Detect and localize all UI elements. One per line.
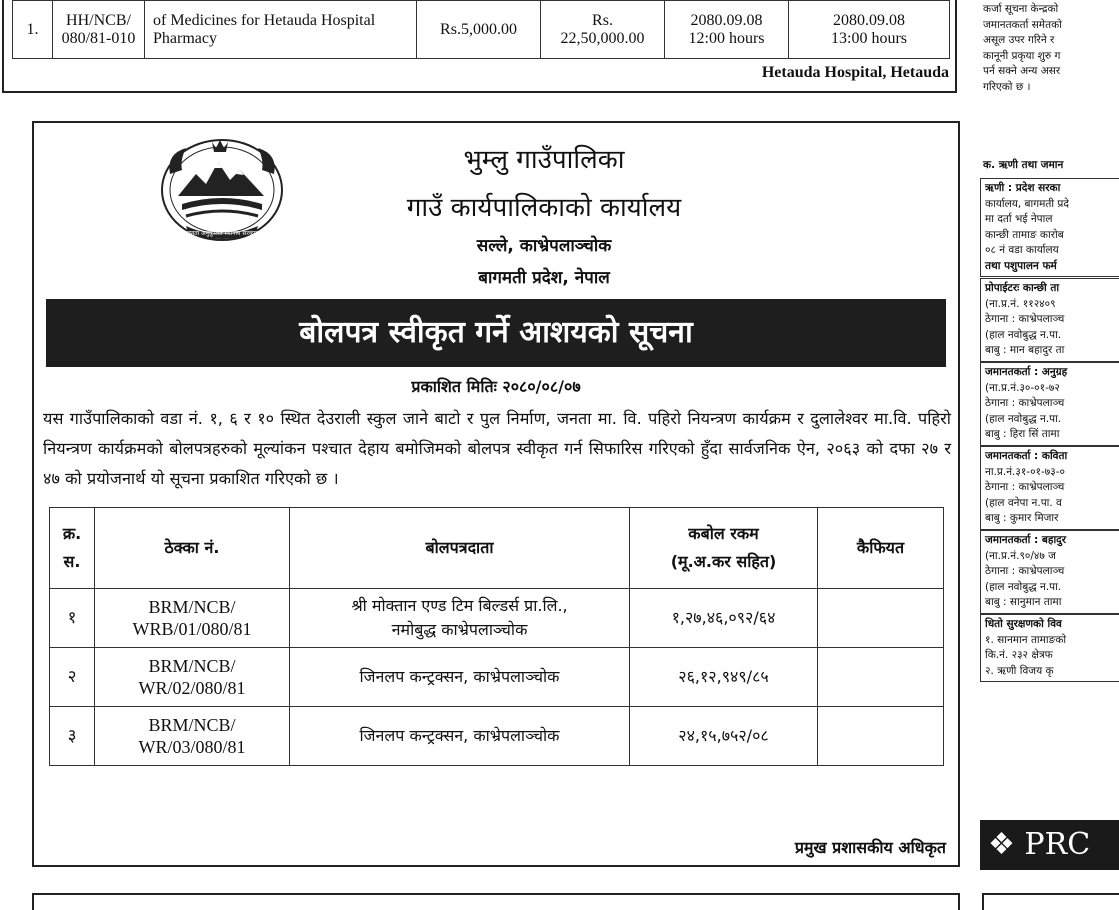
signatory-title: प्रमुख प्रशासकीय अधिकृत [794,838,946,857]
text-line: कानूनी प्रकृया शुरु ग [983,49,1061,62]
text-line: (हाल वनेपा न.पा. व [985,496,1062,509]
office-name: गाउँ कार्यपालिकाको कार्यालय [406,193,682,223]
contract-line: BRM/NCB/ [148,597,236,617]
bidder-line: श्री मोक्तान एण्ड टिम बिल्डर्स प्रा.लि., [351,596,568,615]
sn-cell: 1. [13,1,53,59]
table-row [50,707,944,766]
text-line: (हाल नवोबुद्ध न.पा. [985,412,1062,425]
province-line: बागमती प्रदेश, नेपाल [478,268,610,288]
text-line: ठेगाना : काभ्रेपलाञ्च [985,313,1065,325]
table-row [13,1,950,59]
contract-no-line: HH/NCB/ [66,11,131,29]
text-line: बाबु : कुमार मिजार [985,512,1059,524]
header-label: क्र. [62,524,82,543]
contract-line: BRM/NCB/ [148,656,236,676]
text-line: पर्न सक्ने अन्य असर [983,65,1061,77]
remarks-header: कैफियत [818,508,944,589]
notice-title-banner: बोलपत्र स्वीकृत गर्ने आशयको सूचना [46,299,946,367]
text-line: ०८ नं वडा कार्यालय [985,244,1059,256]
collateral-box [980,614,1119,682]
text-line: जमानतकर्ता : अनुग्रह [985,366,1068,378]
contract-no-cell [95,707,290,766]
description-cell [145,1,417,59]
description-line: Pharmacy [153,29,217,47]
municipality-name: भुम्लु गाउँपालिका [463,145,625,175]
borrower-box [980,178,1119,277]
text-line: (ना.प्र.नं.३०-०१-७२ [985,381,1060,394]
guarantor-box [980,446,1119,530]
text-line: ना.प्र.नं.३१-०१-७३-० [985,465,1065,478]
text-line: असूल उपर गरिने र [983,34,1055,46]
next-notice-border [32,893,960,910]
text-line: २. ऋणी विजय कृ [985,664,1054,677]
nepal-emblem-icon [156,134,288,246]
section-heading: क. ऋणी तथा जमान [983,159,1064,171]
remarks-cell [818,648,944,707]
address-line: सल्ले, काभ्रेपलाञ्चोक [476,236,612,256]
text-line: ठेगाना : काभ्रेपलाञ्च [985,481,1065,493]
text-line: कार्यालय, बागमती प्रदे [985,197,1069,210]
amount-header [630,508,818,589]
bidder-header: बोलपत्रदाता [290,508,630,589]
advert-logo: ❖ PRC [980,820,1119,870]
text-line: बाबु : सानुमान तामा [985,596,1062,608]
previous-notice-table [12,0,950,59]
table-row [50,589,944,648]
emblem-motto: जनता अनुकूलित स्थानीय सरकार [186,230,258,237]
bidder-cell: जिनलप कन्ट्रक्सन, काभ्रेपलाञ्चोक [290,648,630,707]
table-header-row [50,508,944,589]
deadline-line: 12:00 hours [688,29,765,47]
estimate-line: Rs. [592,11,613,29]
text-line: तथा पशुपालन फर्म [985,259,1057,272]
remarks-cell [818,707,944,766]
published-date: प्रकाशित मितिः २०८०/०८/०७ [411,377,581,396]
contract-line: BRM/NCB/ [148,715,236,735]
deadline-line: 2080.09.08 [690,11,763,29]
adjacent-notice-column [978,0,1119,880]
contract-line: WR/02/080/81 [138,678,246,698]
text-line: जमानतकर्ता : कविता [985,450,1068,462]
header-label: स. [63,552,81,571]
previous-notice-footer: Hetauda Hospital, Hetauda [761,64,949,81]
guarantor-box [980,530,1119,614]
header-label: कबोल रकम [688,524,759,543]
text-line: (हाल नवोबुद्ध न.पा. [985,580,1062,593]
text-line: ठेगाना : काभ्रेपलाञ्च [985,397,1065,409]
text-line: कान्छी तामाङ कारोब [985,228,1064,241]
text-line: ठेगाना : काभ्रेपलाञ्च [985,565,1065,577]
proprietor-box [980,278,1119,362]
sn-cell: १ [50,589,95,648]
contract-no-cell [95,589,290,648]
table-row [50,648,944,707]
text-line: गरिएको छ । [983,80,1031,93]
text-line: (हाल नवोबुद्ध न.पा. [985,328,1062,341]
description-line: of Medicines for Hetauda Hospital [153,11,376,29]
opening-cell [789,1,950,59]
contract-no-cell [53,1,145,59]
text-line: जमानतकर्ता समेतको [983,18,1062,31]
remarks-cell [818,589,944,648]
estimate-cell [541,1,665,59]
contract-no-cell [95,648,290,707]
contract-line: WR/03/080/81 [138,737,246,757]
bidder-cell: जिनलप कन्ट्रक्सन, काभ्रेपलाञ्चोक [290,707,630,766]
tender-notice [32,121,960,867]
sn-cell: २ [50,648,95,707]
contract-line: WRB/01/080/81 [132,619,252,639]
bidder-line: नमोबुद्ध काभ्रेपलाञ्चोक [391,620,528,639]
next-notice-border [982,893,1119,910]
opening-line: 13:00 hours [831,29,907,47]
bid-table [49,507,944,766]
text-line: (ना.प्र.नं. ११२४०९ [985,297,1056,310]
deadline-cell [665,1,789,59]
text-line: (ना.प्र.नं.९०/४७ ज [985,549,1056,562]
text-line: धितो सुरक्षणको विव [985,618,1062,630]
text-line: मा दर्ता भई नेपाल [985,213,1053,225]
text-line: बाबु : मान बहादुर ता [985,344,1065,356]
text-line: १. सानमान तामाङको [985,633,1067,646]
notice-body: यस गाउँपालिकाको वडा नं. १, ६ र १० स्थित देउराली स्कुल जाने बाटो र पुल निर्माण, जनता मा. वि. पहिरो नियन्त्रण कार्यक्रम र दुलालेश्वर मा.वि. पहिरो नियन्त्रण कार्यक्रमको बोलपत्रहरुको मूल्यांकन पश्चात देहाय बमोजिमको बोलपत्र स्वीकृत गर्न सिफारिस गरिएको हुँदा सार्वजनिक ऐन, २०६३ को दफा २७ र ४७ को प्रयोजनार्थ यो सूचना प्रकाशित गरिएको छ । [43,409,951,488]
header-label: (मू.अ.कर सहित) [670,552,777,571]
guarantor-box [980,362,1119,446]
adjacent-notice-intro [978,2,1062,95]
contract-no-header: ठेक्का नं. [95,508,290,589]
text-line: जमानतकर्ता : बहादुर [985,534,1067,546]
text-line: ऋणी : प्रदेश सरका [985,182,1061,194]
contract-no-line: 080/81-010 [61,29,136,47]
opening-line: 2080.09.08 [833,11,905,29]
previous-notice [2,0,957,93]
estimate-line: 22,50,000.00 [560,29,645,47]
text-line: बाबु : हिरा सिं तामा [985,428,1060,440]
amount-cell: २४,१५,७५२/०८ [630,707,818,766]
text-line: कर्जा सूचना केन्द्रको [983,3,1059,15]
amount-cell: १,२७,४६,०९२/६४ [630,589,818,648]
sn-cell: ३ [50,707,95,766]
bidder-cell [290,589,630,648]
amount-cell: २६,१२,९४९/८५ [630,648,818,707]
text-line: कि.नं. २३२ क्षेत्रफ [985,649,1053,661]
sn-header [50,508,95,589]
text-line: प्रोपाईटरः कान्छी ता [985,282,1060,294]
bid-security-cell: Rs.5,000.00 [417,1,541,59]
